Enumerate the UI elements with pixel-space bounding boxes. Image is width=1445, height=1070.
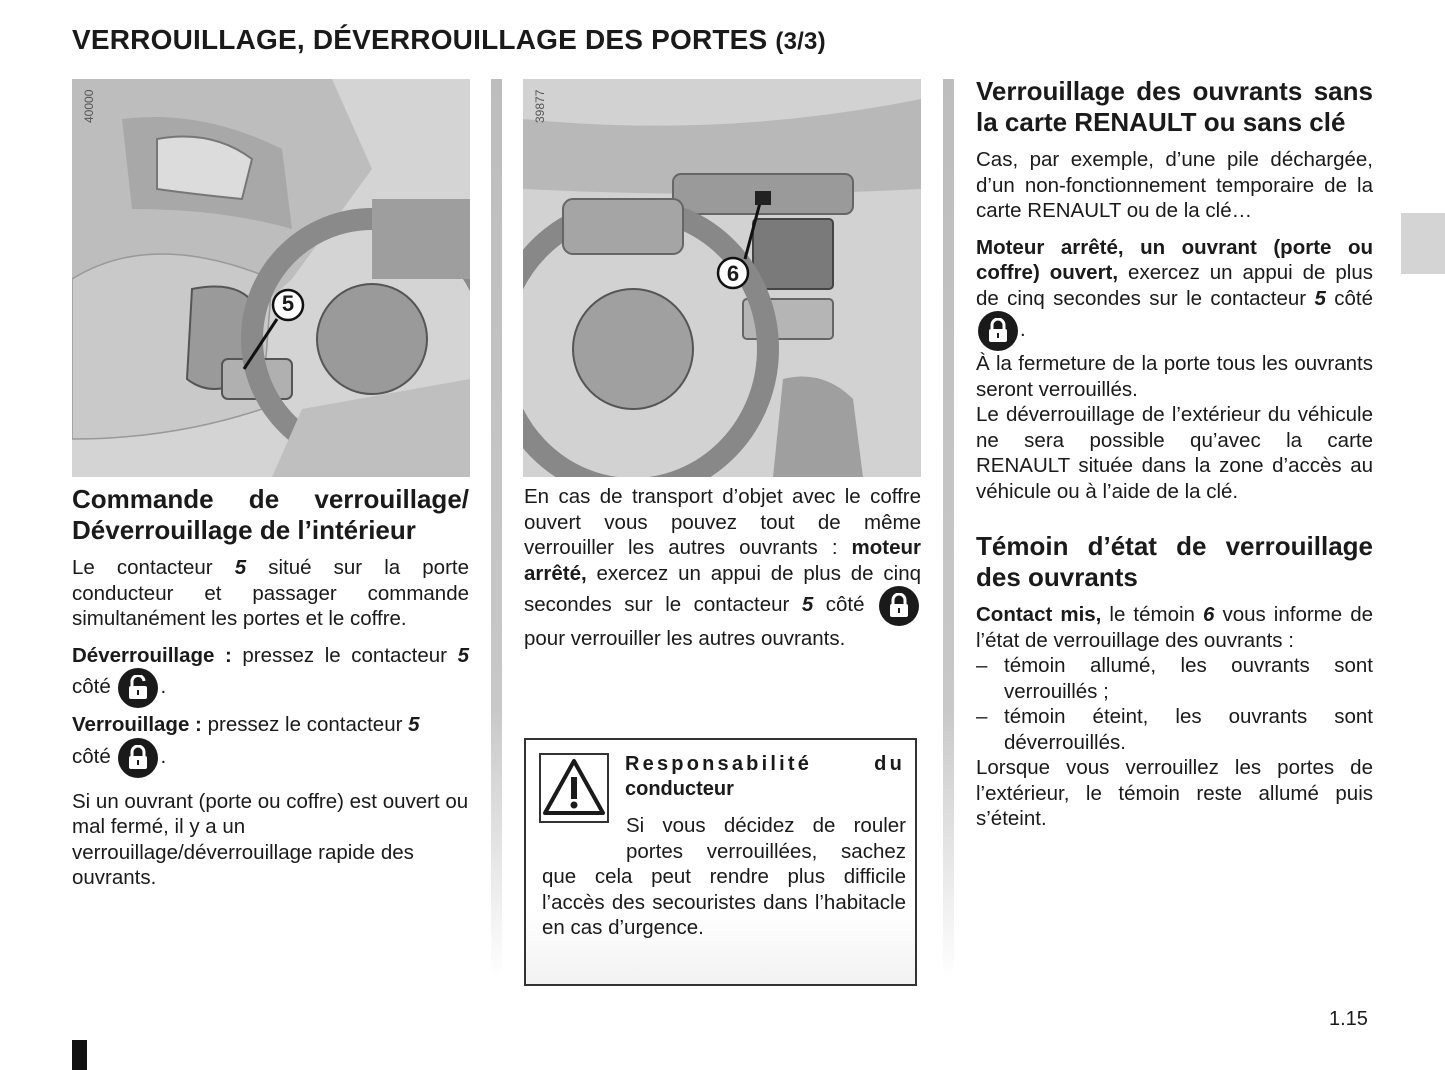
column-divider-1 xyxy=(491,79,502,979)
paragraph-rapid-lock: Si un ouvrant (porte ou coffre) est ouvert ou mal fermé, il y a un verrouillage/déverrouillage rapide des ouvrants. xyxy=(72,789,469,889)
door-switch-photo xyxy=(72,79,470,477)
footer-mark xyxy=(72,1040,87,1070)
chapter-tab xyxy=(1401,213,1445,274)
callout-6: 6 xyxy=(726,261,740,286)
list-item: – témoin éteint, les ouvrants sont déverrouillés. xyxy=(976,704,1373,755)
paragraph-switch-5: Le contacteur 5 situé sur la porte conducteur et passager commande simultanément les portes et le coffre. xyxy=(72,556,469,630)
indicator-state-list xyxy=(976,653,1373,755)
title-part: (3/3) xyxy=(775,28,826,55)
paragraph-exterior-lock-indicator: Lorsque vous verrouillez les portes de l’extérieur, le témoin reste allumé puis s’éteint. xyxy=(976,756,1373,830)
paragraph-boot-open: En cas de transport d’objet avec le coffre ouvert vous pouvez tout de même verrouiller les autres ouvrants : moteur arrêté, exercez un appui de plus de cinq secondes sur le contacteur 5 côté pour verrouiller les autres ouvrants. xyxy=(524,485,921,650)
lock-icon-col3 xyxy=(978,311,1018,351)
warning-box xyxy=(524,738,917,986)
warning-title: Responsabilité du conducteur xyxy=(625,753,905,800)
photo-ref-1: 40000 xyxy=(82,89,96,123)
page-title xyxy=(72,24,826,56)
column-divider-2 xyxy=(943,79,954,979)
dashboard-indicator-photo xyxy=(523,79,921,477)
photo-ref-2: 39877 xyxy=(533,89,547,123)
paragraph-lock: Verrouillage : pressez le contacteur 5 côté . xyxy=(72,712,469,778)
paragraph-dead-battery: Cas, par exemple, d’une pile déchargée, d’un non-fonctionnement temporaire de la carte RENAULT ou de la clé… xyxy=(976,148,1373,222)
column-2 xyxy=(524,484,921,663)
paragraph-ignition-on: Contact mis, le témoin 6 vous informe de l’état de verrouillage des ouvrants : xyxy=(976,603,1373,652)
unlock-icon xyxy=(118,668,158,708)
column-3 xyxy=(976,76,1373,843)
heading-lock-indicator: Témoin d’état de verrouillage des ouvrants xyxy=(976,531,1373,592)
title-text: VERROUILLAGE, DÉVERROUILLAGE DES PORTES xyxy=(72,24,768,55)
list-item: – témoin allumé, les ouvrants sont verrouillés ; xyxy=(976,653,1373,704)
lock-icon xyxy=(118,738,158,778)
heading-without-card: Verrouillage des ouvrants sans la carte RENAULT ou sans clé xyxy=(976,76,1373,137)
paragraph-door-closing: À la fermeture de la porte tous les ouvrants seront verrouillés. xyxy=(976,352,1373,401)
column-1 xyxy=(72,484,469,902)
callout-5: 5 xyxy=(281,291,295,316)
page-number: 1.15 xyxy=(1329,1008,1368,1030)
paragraph-engine-off: Moteur arrêté, un ouvrant (porte ou coffre) ouvert, exercez un appui de plus de cinq secondes sur le contacteur 5 côté . xyxy=(976,235,1373,352)
paragraph-unlock: Déverrouillage : pressez le contacteur 5 côté . xyxy=(72,643,469,709)
paragraph-exterior-unlock: Le déverrouillage de l’extérieur du véhicule ne sera possible qu’avec la carte RENAULT située dans la zone d’accès au véhicule ou à l’aide de la clé. xyxy=(976,403,1373,503)
warning-text: Si vous décidez de rouler portes verrouillées, sachez que cela peut rendre plus difficile l’accès des secouristes dans l’habitacle en cas d’urgence. xyxy=(542,814,906,939)
heading-interior-lock: Commande de verrouillage/ Déverrouillage de l’intérieur xyxy=(72,484,469,545)
lock-icon-col2 xyxy=(879,586,919,626)
